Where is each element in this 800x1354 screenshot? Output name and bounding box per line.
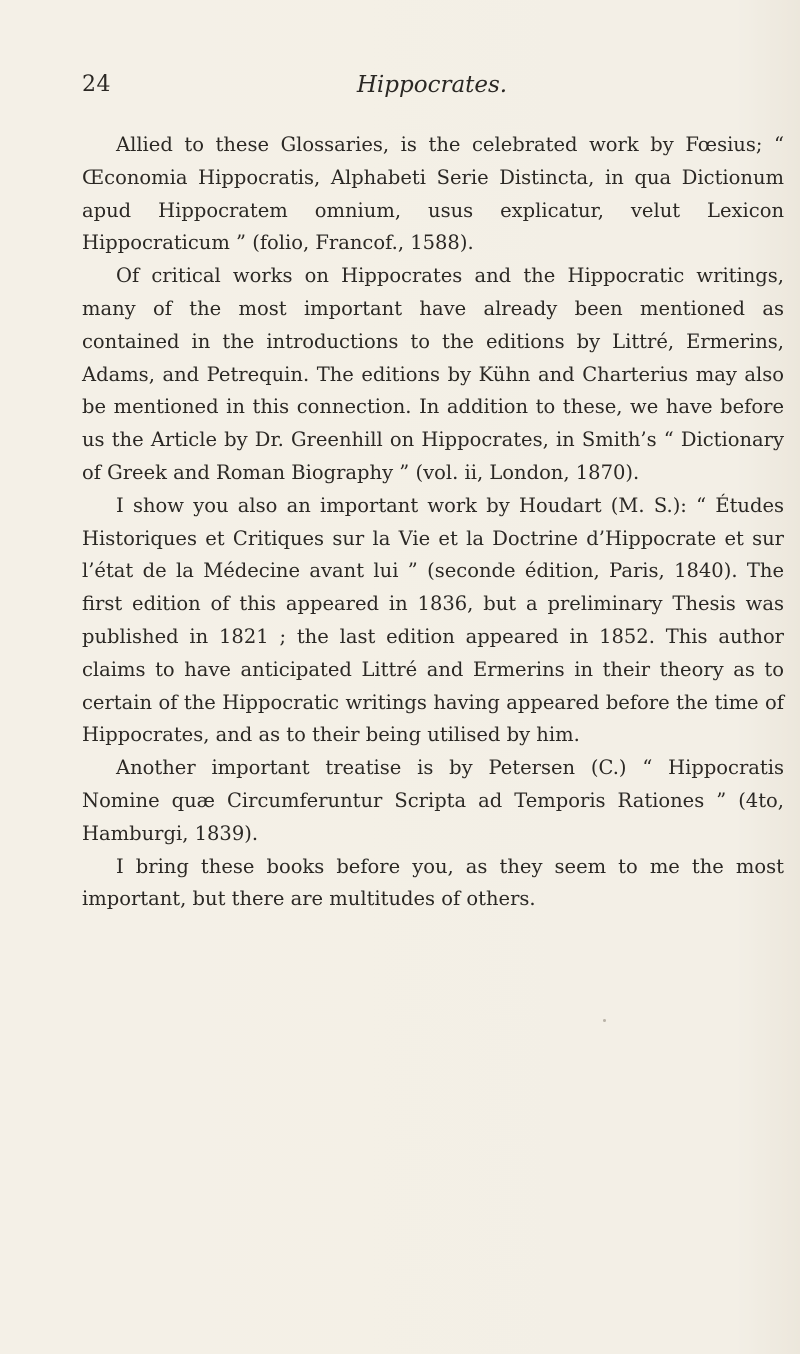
page-header <box>82 72 782 112</box>
running-title: Hippocrates. <box>356 72 508 98</box>
body-text <box>82 129 784 916</box>
page-number: 24 <box>82 72 111 97</box>
paragraph-critical-works: Of critical works on Hippocrates and the Hippocratic writings, many of the most important have already been mentioned as contained in the introductions to the editions by Littré, Ermerins, Adams, and Petrequin. The editions by Kühn and Charterius may also be mentioned in this connection. In addition to these, we have before us the Article by Dr. Greenhill on Hippocrates, in Smith’s “ Dictionary of Greek and Roman Biography ” (vol. ii, London, 1870). <box>82 264 784 484</box>
paper-speck <box>603 1019 606 1022</box>
paragraph-glossaries: Allied to these Glossaries, is the celebrated work by Fœsius; “ Œconomia Hippocratis, Alphabeti Serie Distincta, in qua Dictionum apud Hippocratem omnium, usus explicatur, velut Lexicon Hippocraticum ” (folio, Francof., 1588). <box>82 133 784 255</box>
paragraph-houdart: I show you also an important work by Houdart (M. S.): “ Études Historiques et Critiques sur la Vie et la Doctrine d’Hippocrate et sur l’état de la Médecine avant lui ” (seconde édition, Paris, 1840). The first edition of this appeared in 1836, but a preliminary Thesis was published in 1821 ; the last edition appeared in 1852. This author claims to have anticipated Littré and Ermerins in their theory as to certain of the Hippocratic writings having appeared before the time of Hippocrates, and as to their being utilised by him. <box>82 493 784 747</box>
paragraph-petersen: Another important treatise is by Petersen (C.) “ Hippocratis Nomine quæ Circumferuntur Scripta ad Temporis Rationes ” (4to, Hamburgi, 1839). <box>82 756 784 845</box>
paragraph-closing: I bring these books before you, as they seem to me the most important, but there are multitudes of others. <box>82 854 784 911</box>
